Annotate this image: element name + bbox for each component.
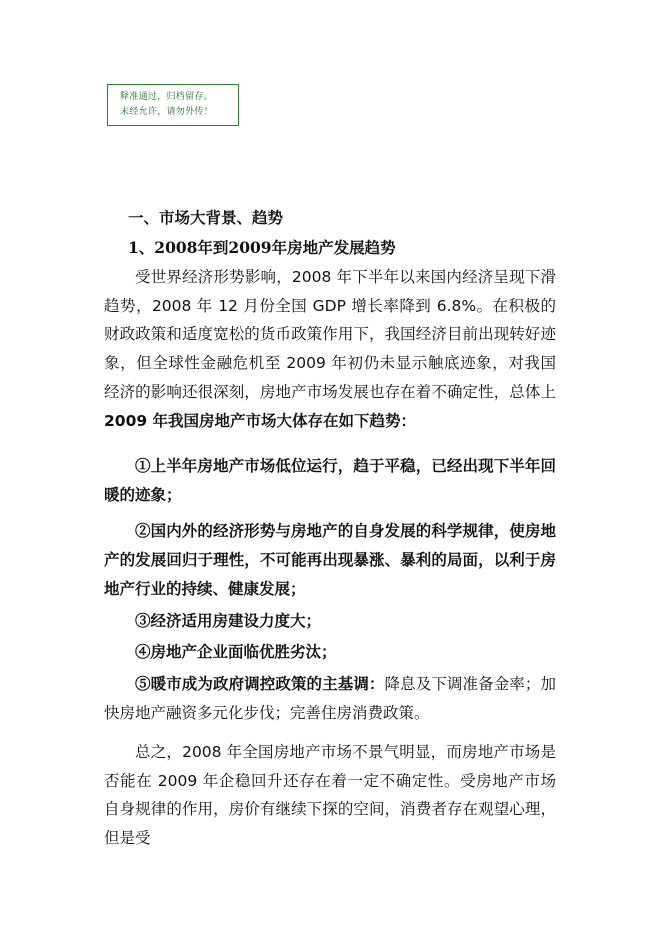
summary-text: 总之，2008 年全国房地产市场不景气明显，而房地产市场是否能在 2009 年企稳回升还存在着一定不确定性。受房地产市场自身规律的作用，房价有继续下探的空间，消费者存在观望心理，但是受: [104, 743, 556, 848]
intro-bold-tail: 2009 年我国房地产市场大体存在如下趋势：: [104, 411, 417, 430]
trend-item-4: ④房地产企业面临优胜劣汰；: [135, 642, 337, 662]
summary-paragraph: [104, 738, 556, 853]
trend-item-1: ①上半年房地产市场低位运行，趋于平稳，已经出现下半年回暖的迹象；: [104, 456, 556, 504]
trend-item-2: ②国内外的经济形势与房地产的自身发展的科学规律，使房地产的发展回归于理性，不可能再出现暴涨、暴利的局面，以利于房地产行业的持续、健康发展；: [104, 521, 556, 598]
trend-item-3: ③经济适用房建设力度大；: [135, 610, 322, 630]
section-heading: 一、市场大背景、趋势: [128, 208, 284, 227]
intro-paragraph: [104, 263, 556, 435]
stamp-line-1: 释准通过，归档留存。: [120, 92, 214, 102]
approval-stamp: [107, 84, 239, 126]
trend-item-5-rest: 降息及下调准备金率；加快房地产融资多元化步伐；完善住房消费政策。: [104, 674, 556, 722]
trend-item-5: [104, 670, 556, 727]
subsection-heading: 1、2008年到2009年房地产发展趋势: [128, 238, 396, 257]
trends-list: [104, 452, 556, 727]
intro-text: 受世界经济形势影响，2008 年下半年以来国内经济呈现下滑趋势，2008 年 12 月份全国 GDP 增长率降到 6.8%。在积极的财政政策和适度宽松的货币政策作用下，我国经济目前出现转好迹象，但全球性金融危机至 2009 年初仍未显示触底迹象，对我国经济的影响还很深刻，房地产市场发展也存在着不确定性，总体上: [104, 268, 556, 401]
trend-item-5-bold: ⑤暖市成为政府调控政策的主基调：: [135, 673, 385, 693]
stamp-line-2: 未经允许，请勿外传！: [120, 107, 214, 117]
